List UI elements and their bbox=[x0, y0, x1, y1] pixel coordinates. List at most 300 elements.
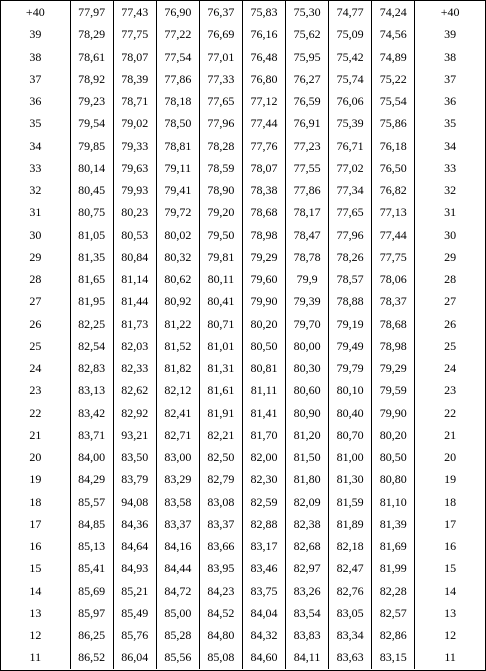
row-label-left: +40 bbox=[25, 5, 45, 20]
row-label-left: 13 bbox=[29, 605, 42, 620]
table-cell: 81,50 bbox=[286, 446, 329, 468]
table-cell: 86,04 bbox=[113, 646, 156, 668]
table-cell: 82,86 bbox=[372, 624, 415, 646]
table-cell: 79,49 bbox=[329, 335, 372, 357]
table-cell: 79,50 bbox=[199, 224, 242, 246]
table-cell: 85,49 bbox=[113, 602, 156, 624]
row-label-left: 34 bbox=[29, 138, 42, 153]
table-cell: 77,34 bbox=[329, 179, 372, 201]
table-cell: 74,24 bbox=[372, 1, 415, 23]
data-table bbox=[1, 1, 485, 669]
table-cell: 81,69 bbox=[372, 535, 415, 557]
table-cell: 75,62 bbox=[286, 23, 329, 45]
row-label-right: 19 bbox=[444, 472, 457, 487]
table-row bbox=[1, 179, 485, 201]
table-cell: 78,07 bbox=[113, 46, 156, 68]
table-cell: 83,15 bbox=[372, 646, 415, 668]
row-label-right: 13 bbox=[444, 605, 457, 620]
row-label-left: 20 bbox=[29, 450, 42, 465]
table-cell: 82,30 bbox=[242, 468, 285, 490]
table-cell: 79,79 bbox=[329, 357, 372, 379]
table-cell: 76,37 bbox=[199, 1, 242, 23]
table-cell: 81,73 bbox=[113, 313, 156, 335]
table-row bbox=[1, 201, 485, 223]
table-cell: 83,95 bbox=[199, 557, 242, 579]
row-label-left: 30 bbox=[29, 227, 42, 242]
table-cell: 81,10 bbox=[372, 491, 415, 513]
row-label-right: 36 bbox=[444, 94, 457, 109]
table-cell: 84,60 bbox=[242, 646, 285, 668]
table-row bbox=[1, 379, 485, 401]
table-cell: 78,06 bbox=[372, 268, 415, 290]
table-cell: 76,18 bbox=[372, 135, 415, 157]
table-cell: 78,57 bbox=[329, 268, 372, 290]
table-row bbox=[1, 112, 485, 134]
table-row bbox=[1, 68, 485, 90]
table-cell: 82,18 bbox=[329, 535, 372, 557]
table-row bbox=[1, 90, 485, 112]
row-label-left: 22 bbox=[29, 405, 42, 420]
table-cell: 79,29 bbox=[372, 357, 415, 379]
table-cell: 81,11 bbox=[242, 379, 285, 401]
row-label-left: 19 bbox=[29, 472, 42, 487]
table-cell: 81,01 bbox=[199, 335, 242, 357]
table-row bbox=[1, 268, 485, 290]
table-cell: 78,37 bbox=[372, 290, 415, 312]
table-cell: 83,54 bbox=[286, 602, 329, 624]
table-cell: 86,52 bbox=[70, 646, 113, 668]
table-row bbox=[1, 557, 485, 579]
table-cell: 80,45 bbox=[70, 179, 113, 201]
table-cell: 80,02 bbox=[156, 224, 199, 246]
table-cell: 79,29 bbox=[242, 246, 285, 268]
table-cell: 75,22 bbox=[372, 68, 415, 90]
table-cell: 82,00 bbox=[242, 446, 285, 468]
table-cell: 83,13 bbox=[70, 379, 113, 401]
row-label-right: 17 bbox=[444, 516, 457, 531]
table-cell: 81,35 bbox=[70, 246, 113, 268]
table-cell: 78,81 bbox=[156, 135, 199, 157]
table-cell: 80,32 bbox=[156, 246, 199, 268]
table-cell: 84,36 bbox=[113, 513, 156, 535]
table-cell: 75,54 bbox=[372, 90, 415, 112]
table-cell: 82,38 bbox=[286, 513, 329, 535]
table-cell: 78,78 bbox=[286, 246, 329, 268]
table-cell: 80,30 bbox=[286, 357, 329, 379]
table-row bbox=[1, 157, 485, 179]
table-cell: 77,96 bbox=[199, 112, 242, 134]
table-row bbox=[1, 1, 485, 23]
table-cell: 76,91 bbox=[286, 112, 329, 134]
row-label-right: 23 bbox=[444, 383, 457, 398]
table-cell: 84,93 bbox=[113, 557, 156, 579]
table-cell: 77,75 bbox=[113, 23, 156, 45]
table-cell: 78,38 bbox=[242, 179, 285, 201]
table-cell: 78,61 bbox=[70, 46, 113, 68]
row-label-right: 26 bbox=[444, 316, 457, 331]
row-label-right: 24 bbox=[444, 361, 457, 376]
table-cell: 80,23 bbox=[113, 201, 156, 223]
table-cell: 76,71 bbox=[329, 135, 372, 157]
table-cell: 75,09 bbox=[329, 23, 372, 45]
table-cell: 82,25 bbox=[70, 313, 113, 335]
row-label-left: 35 bbox=[29, 116, 42, 131]
table-cell: 80,10 bbox=[329, 379, 372, 401]
table-cell: 84,80 bbox=[199, 624, 242, 646]
row-label-right: 31 bbox=[444, 205, 457, 220]
table-row bbox=[1, 313, 485, 335]
table-cell: 78,59 bbox=[199, 157, 242, 179]
table-cell: 80,84 bbox=[113, 246, 156, 268]
table-cell: 77,33 bbox=[199, 68, 242, 90]
table-cell: 84,72 bbox=[156, 580, 199, 602]
table-cell: 74,56 bbox=[372, 23, 415, 45]
table-cell: 83,05 bbox=[329, 602, 372, 624]
table-cell: 79,23 bbox=[70, 90, 113, 112]
row-label-right: 18 bbox=[444, 494, 457, 509]
row-label-left: 29 bbox=[29, 249, 42, 264]
table-row bbox=[1, 624, 485, 646]
table-cell: 77,65 bbox=[329, 201, 372, 223]
row-label-left: 11 bbox=[29, 650, 42, 665]
table-cell: 82,97 bbox=[286, 557, 329, 579]
table-cell: 76,48 bbox=[242, 46, 285, 68]
table-cell: 82,21 bbox=[199, 424, 242, 446]
table-cell: 82,88 bbox=[242, 513, 285, 535]
table-cell: 83,17 bbox=[242, 535, 285, 557]
table-cell: 84,64 bbox=[113, 535, 156, 557]
table-cell: 79,63 bbox=[113, 157, 156, 179]
table-cell: 80,20 bbox=[372, 424, 415, 446]
table-cell: 80,80 bbox=[372, 468, 415, 490]
table-cell: 81,65 bbox=[70, 268, 113, 290]
table-cell: 75,74 bbox=[329, 68, 372, 90]
table-cell: 78,90 bbox=[199, 179, 242, 201]
table-cell: 77,76 bbox=[242, 135, 285, 157]
table-cell: 77,43 bbox=[113, 1, 156, 23]
table-cell: 77,44 bbox=[372, 224, 415, 246]
table-cell: 80,75 bbox=[70, 201, 113, 223]
table-cell: 77,23 bbox=[286, 135, 329, 157]
table-cell: 81,00 bbox=[329, 446, 372, 468]
table-cell: 82,09 bbox=[286, 491, 329, 513]
table-cell: 78,39 bbox=[113, 68, 156, 90]
table-cell: 76,82 bbox=[372, 179, 415, 201]
table-cell: 75,39 bbox=[329, 112, 372, 134]
row-label-left: 28 bbox=[29, 272, 42, 287]
table-cell: 79,72 bbox=[156, 201, 199, 223]
table-row bbox=[1, 646, 485, 668]
table-cell: 77,86 bbox=[286, 179, 329, 201]
row-label-right: 14 bbox=[444, 583, 457, 598]
table-cell: 83,37 bbox=[156, 513, 199, 535]
table-cell: 83,34 bbox=[329, 624, 372, 646]
table-row bbox=[1, 580, 485, 602]
table-cell: 83,75 bbox=[242, 580, 285, 602]
table-cell: 83,46 bbox=[242, 557, 285, 579]
table-cell: 82,03 bbox=[113, 335, 156, 357]
row-label-left: 26 bbox=[29, 316, 42, 331]
table-cell: 80,62 bbox=[156, 268, 199, 290]
table-cell: 77,55 bbox=[286, 157, 329, 179]
table-cell: 76,59 bbox=[286, 90, 329, 112]
row-label-left: 36 bbox=[29, 94, 42, 109]
table-row bbox=[1, 602, 485, 624]
table-cell: 82,54 bbox=[70, 335, 113, 357]
table-cell: 81,91 bbox=[199, 402, 242, 424]
table-cell: 83,00 bbox=[156, 446, 199, 468]
table-cell: 79,81 bbox=[199, 246, 242, 268]
table-cell: 80,50 bbox=[242, 335, 285, 357]
table-cell: 77,22 bbox=[156, 23, 199, 45]
table-cell: 76,27 bbox=[286, 68, 329, 90]
table-cell: 80,92 bbox=[156, 290, 199, 312]
table-cell: 77,65 bbox=[199, 90, 242, 112]
table-cell: 78,17 bbox=[286, 201, 329, 223]
table-cell: 93,21 bbox=[113, 424, 156, 446]
table-cell: 82,12 bbox=[156, 379, 199, 401]
row-label-right: 35 bbox=[444, 116, 457, 131]
table-cell: 84,29 bbox=[70, 468, 113, 490]
table-cell: 81,61 bbox=[199, 379, 242, 401]
table-cell: 81,99 bbox=[372, 557, 415, 579]
table-row bbox=[1, 135, 485, 157]
row-label-right: 33 bbox=[444, 160, 457, 175]
row-label-left: 37 bbox=[29, 71, 42, 86]
table-cell: 84,23 bbox=[199, 580, 242, 602]
table-cell: 75,83 bbox=[242, 1, 285, 23]
table-row bbox=[1, 535, 485, 557]
table-cell: 82,71 bbox=[156, 424, 199, 446]
table-cell: 78,98 bbox=[242, 224, 285, 246]
table-cell: 83,71 bbox=[70, 424, 113, 446]
table-row bbox=[1, 290, 485, 312]
table-cell: 81,52 bbox=[156, 335, 199, 357]
table-cell: 85,00 bbox=[156, 602, 199, 624]
table-cell: 80,11 bbox=[199, 268, 242, 290]
table-cell: 80,20 bbox=[242, 313, 285, 335]
table-cell: 79,54 bbox=[70, 112, 113, 134]
table-cell: 81,82 bbox=[156, 357, 199, 379]
table-cell: 74,89 bbox=[372, 46, 415, 68]
table-cell: 79,41 bbox=[156, 179, 199, 201]
table-cell: 82,62 bbox=[113, 379, 156, 401]
row-label-right: 30 bbox=[444, 227, 457, 242]
table-cell: 78,92 bbox=[70, 68, 113, 90]
table-cell: 83,50 bbox=[113, 446, 156, 468]
row-label-left: 16 bbox=[29, 539, 42, 554]
row-label-left: 18 bbox=[29, 494, 42, 509]
table-cell: 79,85 bbox=[70, 135, 113, 157]
table-cell: 81,80 bbox=[286, 468, 329, 490]
table-cell: 83,42 bbox=[70, 402, 113, 424]
row-label-left: 39 bbox=[29, 27, 42, 42]
table-cell: 80,71 bbox=[199, 313, 242, 335]
table-cell: 79,90 bbox=[242, 290, 285, 312]
row-label-right: 22 bbox=[444, 405, 457, 420]
table-cell: 85,41 bbox=[70, 557, 113, 579]
table-cell: 78,50 bbox=[156, 112, 199, 134]
table-cell: 81,41 bbox=[242, 402, 285, 424]
table-cell: 83,29 bbox=[156, 468, 199, 490]
row-label-right: 39 bbox=[444, 27, 457, 42]
table-cell: 83,37 bbox=[199, 513, 242, 535]
table-cell: 81,44 bbox=[113, 290, 156, 312]
table-cell: 77,96 bbox=[329, 224, 372, 246]
row-label-left: 17 bbox=[29, 516, 42, 531]
row-label-right: 27 bbox=[444, 294, 457, 309]
table-cell: 79,60 bbox=[242, 268, 285, 290]
row-label-left: 38 bbox=[29, 49, 42, 64]
table-cell: 85,57 bbox=[70, 491, 113, 513]
table-cell: 78,07 bbox=[242, 157, 285, 179]
table-cell: 84,00 bbox=[70, 446, 113, 468]
row-label-left: 14 bbox=[29, 583, 42, 598]
table-cell: 85,97 bbox=[70, 602, 113, 624]
table-cell: 83,63 bbox=[329, 646, 372, 668]
table-cell: 80,70 bbox=[329, 424, 372, 446]
row-label-left: 15 bbox=[29, 561, 42, 576]
table-cell: 75,86 bbox=[372, 112, 415, 134]
table-cell: 82,28 bbox=[372, 580, 415, 602]
table-cell: 74,77 bbox=[329, 1, 372, 23]
row-label-left: 21 bbox=[29, 427, 42, 442]
row-label-left: 24 bbox=[29, 361, 42, 376]
table-cell: 81,59 bbox=[329, 491, 372, 513]
table-cell: 84,85 bbox=[70, 513, 113, 535]
table-cell: 94,08 bbox=[113, 491, 156, 513]
table-cell: 79,59 bbox=[372, 379, 415, 401]
table-cell: 80,90 bbox=[286, 402, 329, 424]
row-label-left: 23 bbox=[29, 383, 42, 398]
table-row bbox=[1, 46, 485, 68]
table-row bbox=[1, 424, 485, 446]
table-cell: 85,69 bbox=[70, 580, 113, 602]
table-row bbox=[1, 402, 485, 424]
row-label-right: +40 bbox=[440, 5, 460, 20]
row-label-right: 29 bbox=[444, 249, 457, 264]
table-cell: 81,39 bbox=[372, 513, 415, 535]
table-cell: 83,08 bbox=[199, 491, 242, 513]
table-cell: 79,70 bbox=[286, 313, 329, 335]
table-cell: 86,25 bbox=[70, 624, 113, 646]
table-cell: 77,02 bbox=[329, 157, 372, 179]
table-cell: 78,28 bbox=[199, 135, 242, 157]
row-label-left: 31 bbox=[29, 205, 42, 220]
table-cell: 79,9 bbox=[286, 268, 329, 290]
row-label-left: 25 bbox=[29, 338, 42, 353]
table-cell: 77,75 bbox=[372, 246, 415, 268]
table-cell: 78,88 bbox=[329, 290, 372, 312]
table-cell: 80,41 bbox=[199, 290, 242, 312]
table-cell: 83,26 bbox=[286, 580, 329, 602]
table-cell: 81,20 bbox=[286, 424, 329, 446]
table-cell: 80,60 bbox=[286, 379, 329, 401]
table-cell: 79,19 bbox=[329, 313, 372, 335]
table-cell: 76,69 bbox=[199, 23, 242, 45]
table-cell: 81,05 bbox=[70, 224, 113, 246]
table-cell: 84,11 bbox=[286, 646, 329, 668]
table-cell: 85,21 bbox=[113, 580, 156, 602]
table-cell: 82,76 bbox=[329, 580, 372, 602]
table-cell: 82,59 bbox=[242, 491, 285, 513]
table-row bbox=[1, 491, 485, 513]
table-cell: 76,06 bbox=[329, 90, 372, 112]
table-cell: 79,90 bbox=[372, 402, 415, 424]
row-label-right: 25 bbox=[444, 338, 457, 353]
row-label-left: 27 bbox=[29, 294, 42, 309]
table-cell: 80,81 bbox=[242, 357, 285, 379]
table-cell: 84,44 bbox=[156, 557, 199, 579]
table-cell: 78,47 bbox=[286, 224, 329, 246]
row-label-right: 21 bbox=[444, 427, 457, 442]
table-row bbox=[1, 23, 485, 45]
table-cell: 81,22 bbox=[156, 313, 199, 335]
table-cell: 81,30 bbox=[329, 468, 372, 490]
table-cell: 85,08 bbox=[199, 646, 242, 668]
row-label-left: 33 bbox=[29, 160, 42, 175]
table-cell: 82,68 bbox=[286, 535, 329, 557]
table-cell: 80,14 bbox=[70, 157, 113, 179]
table-cell: 78,71 bbox=[113, 90, 156, 112]
table-cell: 84,16 bbox=[156, 535, 199, 557]
table-cell: 78,29 bbox=[70, 23, 113, 45]
table-cell: 76,80 bbox=[242, 68, 285, 90]
table-cell: 77,86 bbox=[156, 68, 199, 90]
row-label-left: 32 bbox=[29, 183, 42, 198]
table-cell: 75,30 bbox=[286, 1, 329, 23]
table-cell: 80,50 bbox=[372, 446, 415, 468]
row-label-right: 28 bbox=[444, 272, 457, 287]
table-cell: 78,98 bbox=[372, 335, 415, 357]
table-cell: 76,90 bbox=[156, 1, 199, 23]
table-row bbox=[1, 335, 485, 357]
table-cell: 83,79 bbox=[113, 468, 156, 490]
table-cell: 77,12 bbox=[242, 90, 285, 112]
table-cell: 82,79 bbox=[199, 468, 242, 490]
table-cell: 75,95 bbox=[286, 46, 329, 68]
table-cell: 80,40 bbox=[329, 402, 372, 424]
table-cell: 82,83 bbox=[70, 357, 113, 379]
row-label-right: 12 bbox=[444, 628, 457, 643]
table-cell: 78,68 bbox=[372, 313, 415, 335]
table-cell: 84,04 bbox=[242, 602, 285, 624]
table-cell: 79,93 bbox=[113, 179, 156, 201]
table-cell: 83,66 bbox=[199, 535, 242, 557]
row-label-right: 37 bbox=[444, 71, 457, 86]
table-cell: 77,54 bbox=[156, 46, 199, 68]
table-cell: 75,42 bbox=[329, 46, 372, 68]
table-cell: 82,50 bbox=[199, 446, 242, 468]
table-cell: 84,32 bbox=[242, 624, 285, 646]
row-label-right: 20 bbox=[444, 450, 457, 465]
table-cell: 80,00 bbox=[286, 335, 329, 357]
row-label-right: 15 bbox=[444, 561, 457, 576]
row-label-right: 16 bbox=[444, 539, 457, 554]
table-cell: 85,56 bbox=[156, 646, 199, 668]
table-cell: 80,53 bbox=[113, 224, 156, 246]
table-cell: 84,52 bbox=[199, 602, 242, 624]
row-label-right: 11 bbox=[444, 650, 456, 665]
row-label-right: 32 bbox=[444, 183, 457, 198]
table-cell: 81,31 bbox=[199, 357, 242, 379]
table-cell: 81,95 bbox=[70, 290, 113, 312]
table-row bbox=[1, 246, 485, 268]
table-row bbox=[1, 513, 485, 535]
table-cell: 79,11 bbox=[156, 157, 199, 179]
table-cell: 82,41 bbox=[156, 402, 199, 424]
table-row bbox=[1, 357, 485, 379]
